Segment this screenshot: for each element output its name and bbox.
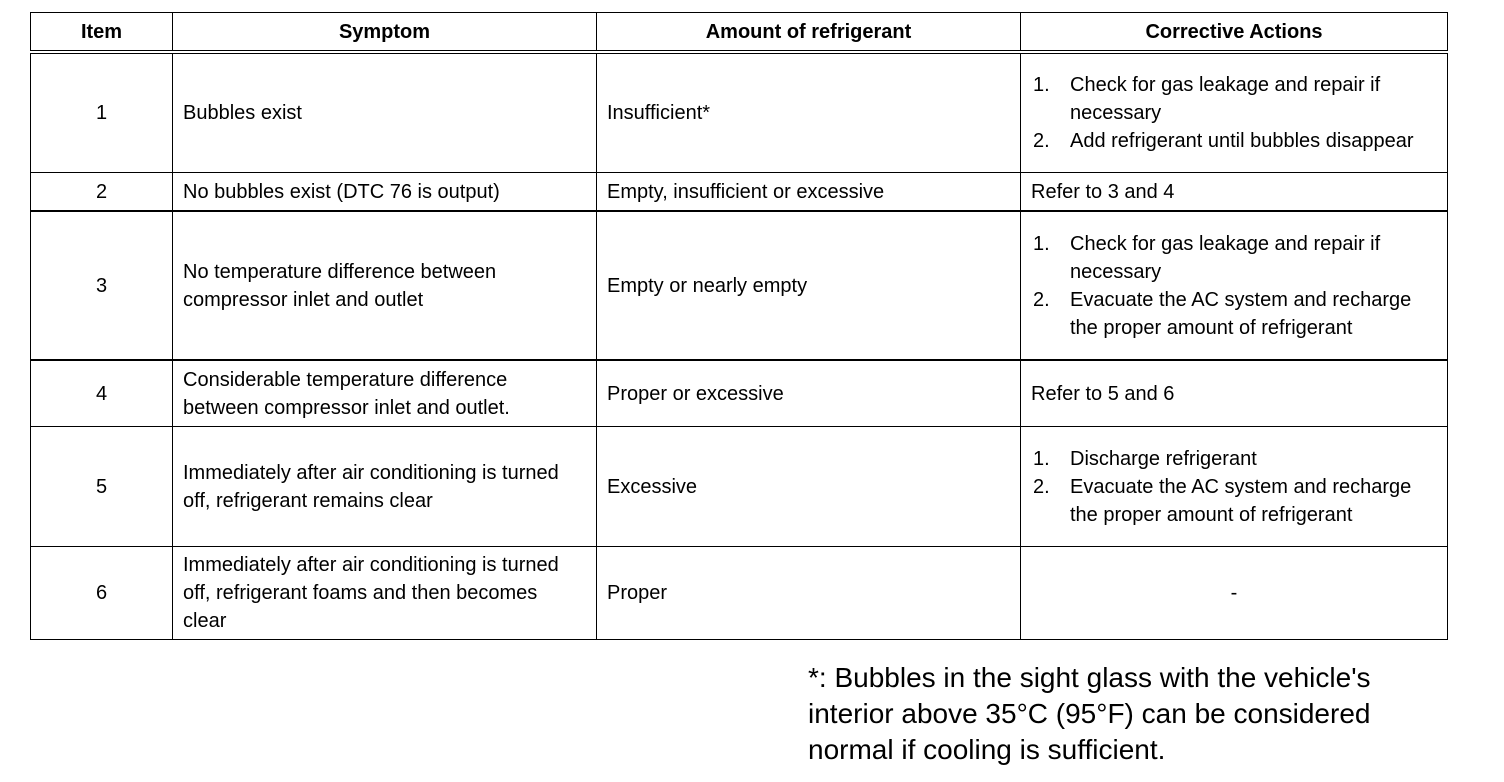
- step-number: 1.: [1033, 232, 1050, 255]
- symptom-cell: Bubbles exist: [173, 52, 597, 173]
- item-number: 2: [31, 173, 173, 212]
- amount-cell: Excessive: [597, 427, 1021, 547]
- table-row: [31, 52, 1448, 173]
- amount-cell: Proper: [597, 547, 1021, 640]
- item-number: 3: [31, 211, 173, 360]
- actions-cell: [1021, 427, 1448, 547]
- action-step: [1031, 473, 1437, 529]
- actions-list: [1031, 71, 1437, 155]
- table-row: [31, 427, 1448, 547]
- step-text: Discharge refrigerant: [1070, 447, 1257, 470]
- action-step: [1031, 445, 1437, 473]
- step-text: Add refrigerant until bubbles disappear: [1070, 130, 1414, 152]
- step-number: 2.: [1033, 475, 1050, 498]
- header-corrective-actions: Corrective Actions: [1021, 13, 1448, 53]
- header-amount: Amount of refrigerant: [597, 13, 1021, 53]
- step-text: Check for gas leakage and repair if necessary: [1070, 232, 1381, 283]
- item-number: 1: [31, 52, 173, 173]
- footnote: *: Bubbles in the sight glass with the vehicle's interior above 35°C (95°F) can be considered normal if cooling is sufficient.: [808, 662, 1371, 765]
- amount-cell: Insufficient*: [597, 52, 1021, 173]
- symptom-cell: No temperature difference between compressor inlet and outlet: [173, 211, 597, 360]
- item-number: 5: [31, 427, 173, 547]
- action-step: [1031, 127, 1437, 155]
- actions-cell: Refer to 5 and 6: [1021, 360, 1448, 427]
- action-step: [1031, 286, 1437, 342]
- step-number: 1.: [1033, 447, 1050, 470]
- action-step: [1031, 230, 1437, 286]
- item-number: 6: [31, 547, 173, 640]
- actions-list: [1031, 445, 1437, 529]
- table-row: [31, 173, 1448, 212]
- actions-cell: [1021, 52, 1448, 173]
- step-number: 2.: [1033, 130, 1050, 152]
- symptom-cell: No bubbles exist (DTC 76 is output): [173, 173, 597, 212]
- action-step: [1031, 71, 1437, 127]
- header-item: Item: [31, 13, 173, 53]
- actions-cell: -: [1021, 547, 1448, 640]
- symptom-cell: Considerable temperature difference between compressor inlet and outlet.: [173, 360, 597, 427]
- step-text: Evacuate the AC system and recharge the proper amount of refrigerant: [1070, 475, 1412, 526]
- step-number: 1.: [1033, 74, 1050, 96]
- symptom-cell: Immediately after air conditioning is turned off, refrigerant remains clear: [173, 427, 597, 547]
- table-header-row: [31, 13, 1448, 53]
- header-symptom: Symptom: [173, 13, 597, 53]
- actions-cell: Refer to 3 and 4: [1021, 173, 1448, 212]
- symptom-cell: Immediately after air conditioning is turned off, refrigerant foams and then becomes clear: [173, 547, 597, 640]
- step-text: Evacuate the AC system and recharge the proper amount of refrigerant: [1070, 288, 1412, 339]
- actions-cell: [1021, 211, 1448, 360]
- step-number: 2.: [1033, 288, 1050, 311]
- table-row: [31, 360, 1448, 427]
- step-text: Check for gas leakage and repair if necessary: [1070, 74, 1381, 124]
- amount-cell: Empty or nearly empty: [597, 211, 1021, 360]
- table-row: [31, 547, 1448, 640]
- item-number: 4: [31, 360, 173, 427]
- refrigerant-diagnosis-table: [30, 12, 1448, 640]
- table-row: [31, 211, 1448, 360]
- amount-cell: Empty, insufficient or excessive: [597, 173, 1021, 212]
- amount-cell: Proper or excessive: [597, 360, 1021, 427]
- actions-list: [1031, 230, 1437, 342]
